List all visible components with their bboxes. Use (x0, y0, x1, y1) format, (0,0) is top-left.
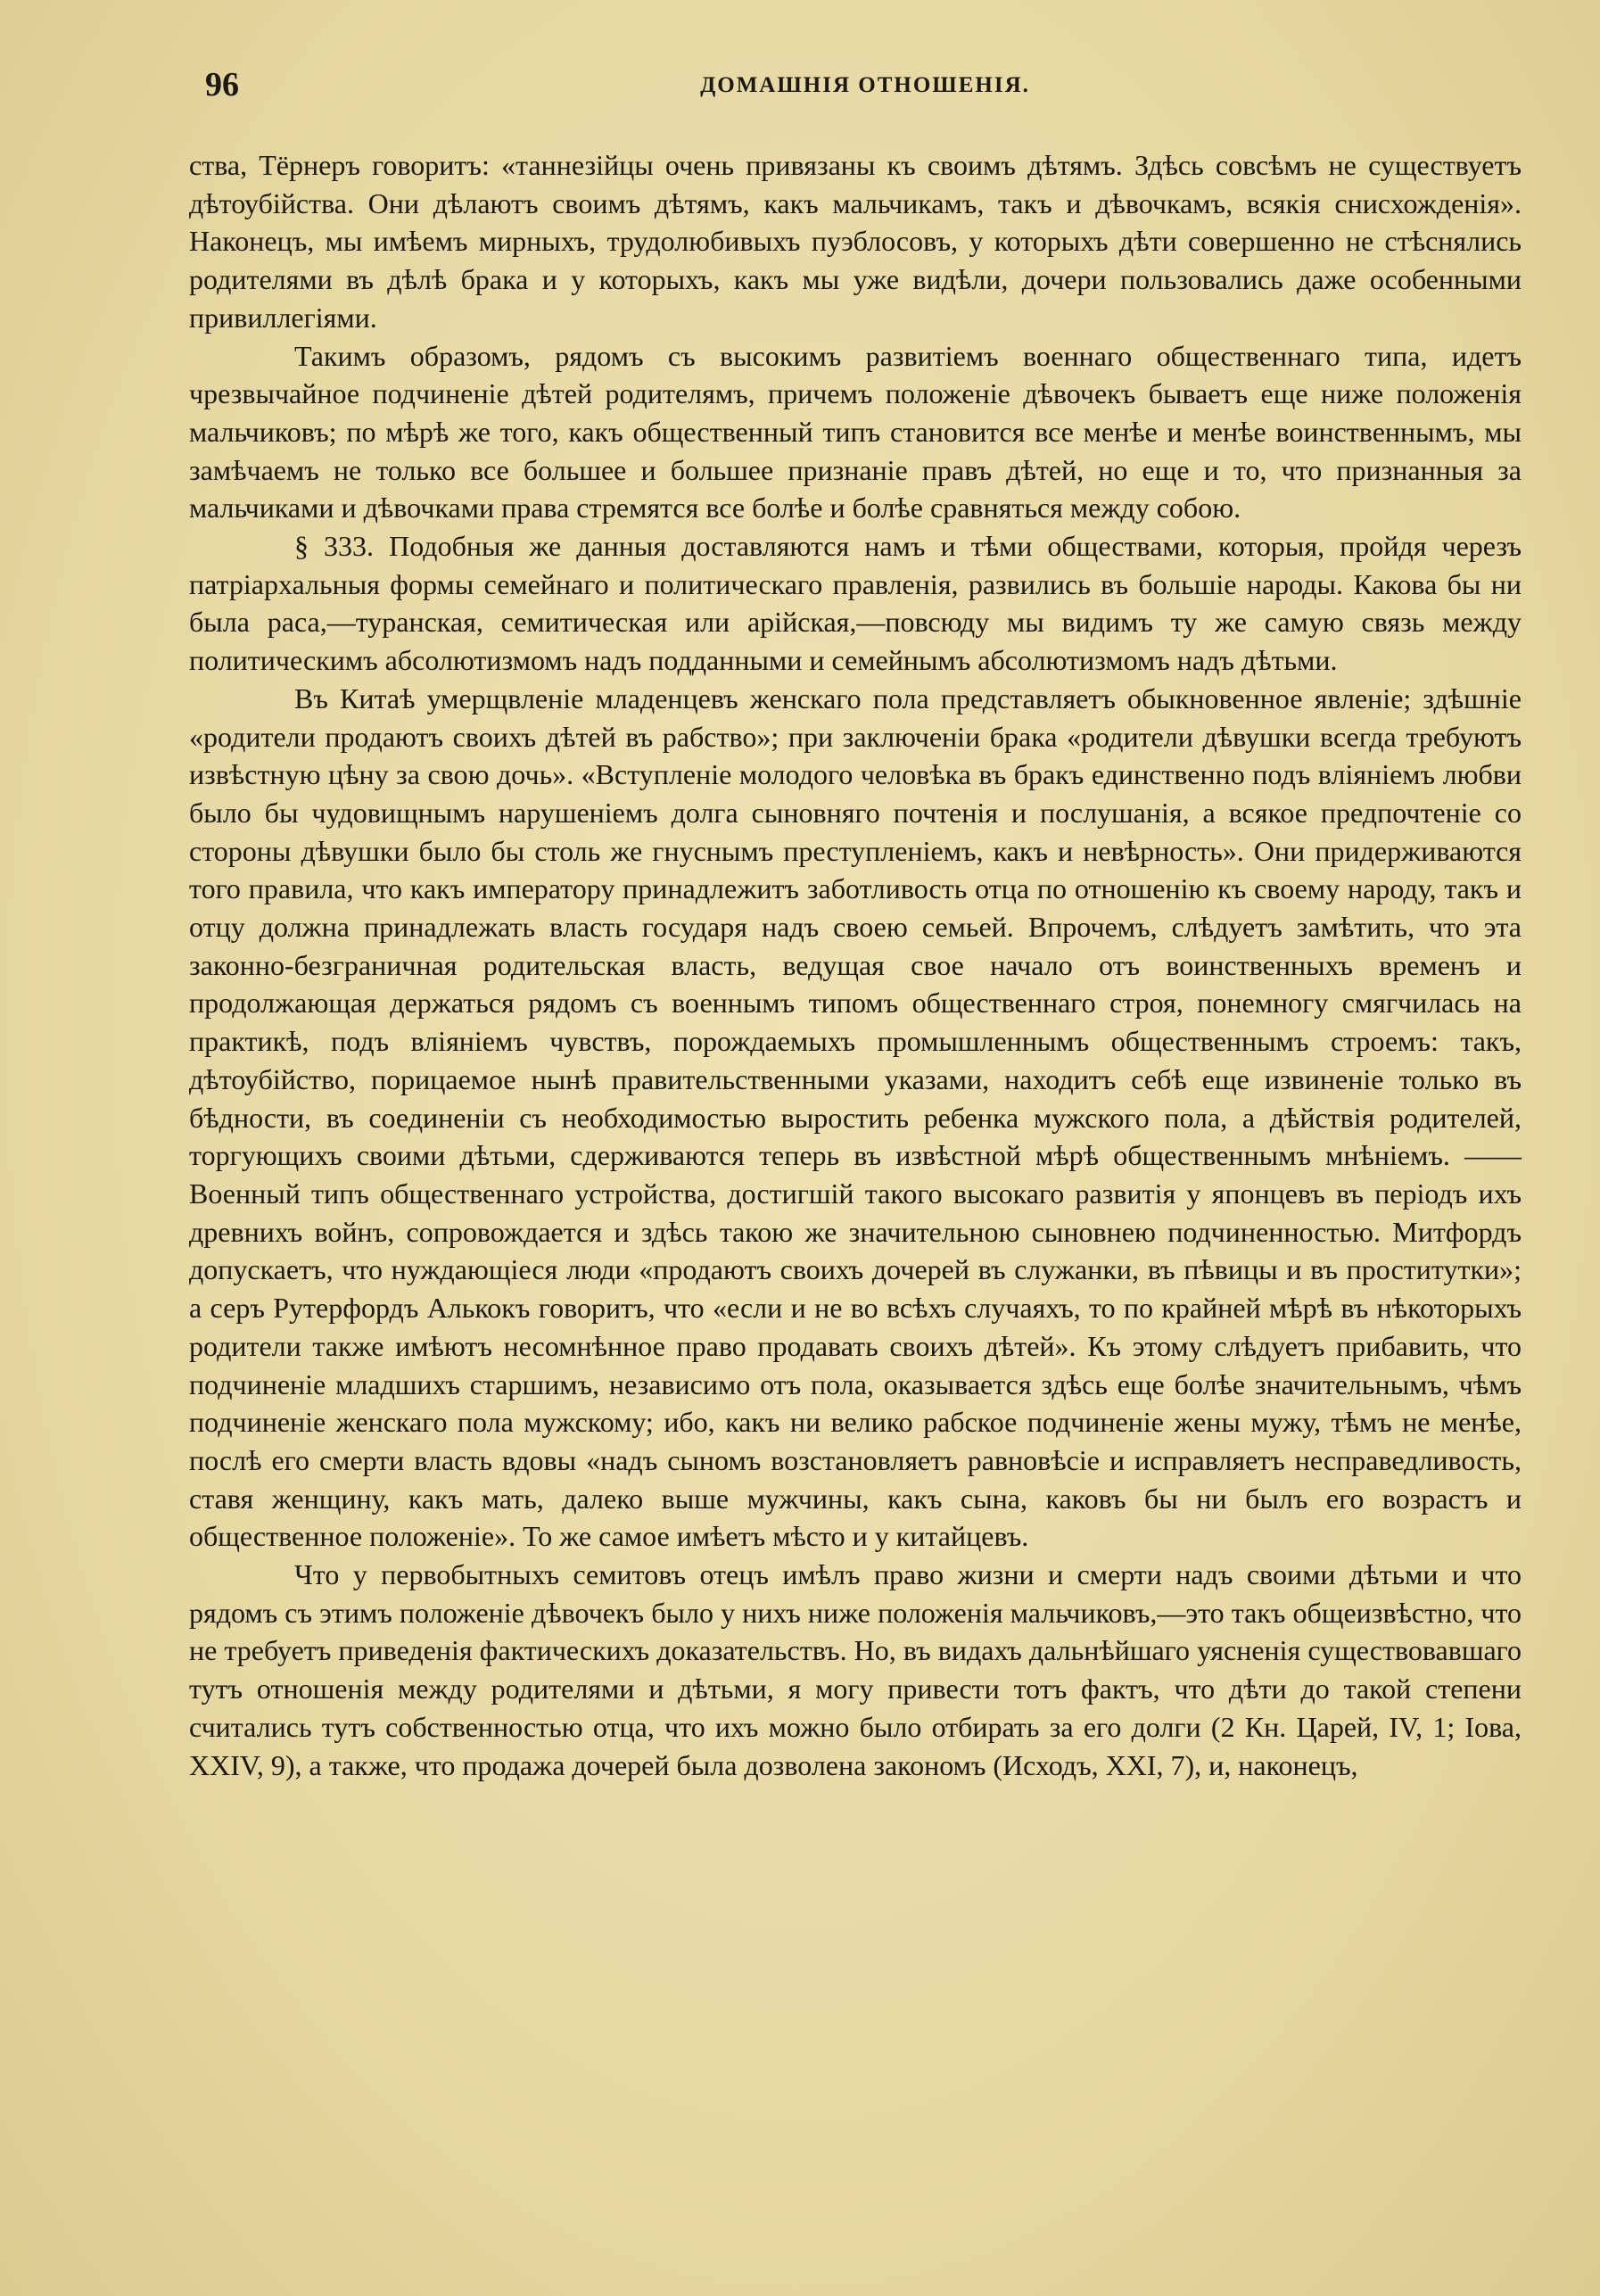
paragraph-section-333: § 333. Подобныя же данныя доставляются намъ и тѣми обществами, которыя, пройдя черезъ патріархальныя формы семейнаго и политическаго правленія, развились въ большіе народы. Какова бы ни была раса,—туранская, семитическая или арійская,—повсюду мы видимъ ту же самую связь между политическимъ абсолютизмомъ надъ подданными и семейнымъ абсолютизмомъ надъ дѣтьми. (189, 530, 1522, 677)
paragraph: Что у первобытныхъ семитовъ отецъ имѣлъ право жизни и смерти надъ своими дѣтьми и что рядомъ съ этимъ положеніе дѣвочекъ было у нихъ ниже положенія мальчиковъ,—это такъ общеизвѣстно, что не требуетъ приведенія фактическихъ доказательствъ. Но, въ видахъ дальнѣйшаго уясненія существовавшаго тутъ отношенія между родителями и дѣтьми, я могу привести тотъ фактъ, что дѣти до такой степени считались тутъ собственностью отца, что ихъ можно было отбирать за его долги (2 Кн. Царей, IV, 1; Іова, XXIV, 9), а также, что продажа дочерей была дозволена закономъ (Исходъ, XXI, 7), и, наконецъ, (189, 1558, 1522, 1781)
paragraph: Такимъ образомъ, рядомъ съ высокимъ развитіемъ военнаго общественнаго типа, идетъ чрезвычайное подчиненіе дѣтей родителямъ, причемъ положеніе дѣвочекъ бываетъ еще ниже положенія мальчиковъ; по мѣрѣ же того, какъ общественный типъ становится все менѣе и менѣе воинственнымъ, мы замѣчаемъ не только все большее и большее признаніе правъ дѣтей, но еще и то, что признанныя за мальчиками и дѣвочками права стремятся все болѣе и болѣе сравняться между собою. (189, 339, 1522, 524)
paragraph: Въ Китаѣ умерщвленіе младенцевъ женскаго пола представляетъ обыкновенное явленіе; здѣшніе «родители продаютъ своихъ дѣтей въ рабство»; при заключеніи брака «родители дѣвушки всегда требуютъ извѣстную цѣну за свою дочь». «Вступленіе молодого человѣка въ бракъ единственно подъ вліяніемъ любви было бы чудовищнымъ нарушеніемъ долга сыновняго почтенія и послушанія, а всякое предпочтеніе со стороны дѣвушки было бы столь же гнуснымъ преступленіемъ, какъ и невѣрность». Они придерживаются того правила, что какъ императору принадлежитъ заботливость отца по отношенію къ своему народу, такъ и отцу должна принадлежать власть государя надъ своею семьей. Впрочемъ, слѣдуетъ замѣтить, что эта законно-безграничная родительская власть, ведущая свое начало отъ воинственныхъ временъ и продолжающая держаться рядомъ съ военнымъ типомъ общественнаго строя, понемногу смягчилась на практикѣ, подъ вліяніемъ чувствъ, порождаемыхъ промышленнымъ общественнымъ строемъ: такъ, дѣтоубійство, порицаемое нынѣ правительственными указами, находитъ себѣ еще извиненіе только въ бѣдности, въ соединеніи съ необходимостью выростить ребенка мужского пола, а дѣйствія родителей, торгующихъ своими дѣтьми, сдерживаются теперь въ извѣстной мѣрѣ общественнымъ мнѣніемъ. ——Военный типъ общественнаго устройства, достигшій такого высокаго развитія у японцевъ въ періодъ ихъ древнихъ войнъ, сопровождается и здѣсь такою же значительною сыновнею подчиненностью. Митфордъ допускаетъ, что нуждающіеся люди «продаютъ своихъ дочерей въ служанки, въ пѣвицы и въ проститутки»; а серъ Рутерфордъ Алькокъ говоритъ, что «если и не во всѣхъ случаяхъ, то по крайней мѣрѣ въ нѣкоторыхъ родители также имѣютъ несомнѣнное право продавать своихъ дѣтей». Къ этому слѣдуетъ прибавить, что подчиненіе младшихъ старшимъ, независимо отъ пола, оказывается здѣсь еще болѣе значительнымъ, чѣмъ подчиненіе женскаго пола мужскому; ибо, какъ ни велико рабское подчиненіе жены мужу, тѣмъ не менѣе, послѣ его смерти власть вдовы «надъ сыномъ возстановляетъ равновѣсіе и исправляетъ несправедливость, ставя женщину, какъ мать, далеко выше мужчины, какъ сына, каковъ бы ни былъ его возрастъ и общественное положеніе». То же самое имѣетъ мѣсто и у китайцевъ. (189, 681, 1522, 1553)
body-text (189, 146, 1522, 1784)
page-header (205, 62, 1525, 107)
page-number: 96 (205, 66, 239, 103)
paragraph-continuation: ства, Тёрнеръ говоритъ: «таннезійцы очень привязаны къ своимъ дѣтямъ. Здѣсь совсѣмъ не существуетъ дѣтоубійства. Они дѣлаютъ своимъ дѣтямъ, какъ мальчикамъ, такъ и дѣвочкамъ, всякія снисхожденія». Наконецъ, мы имѣемъ мирныхъ, трудолюбивыхъ пуэблосовъ, у которыхъ дѣти совершенно не стѣснялись родителями въ дѣлѣ брака и у которыхъ, какъ мы уже видѣли, дочери пользовались даже особенными привиллегіями. (189, 149, 1522, 334)
running-title: ДОМАШНІЯ ОТНОШЕНІЯ. (700, 73, 1030, 97)
